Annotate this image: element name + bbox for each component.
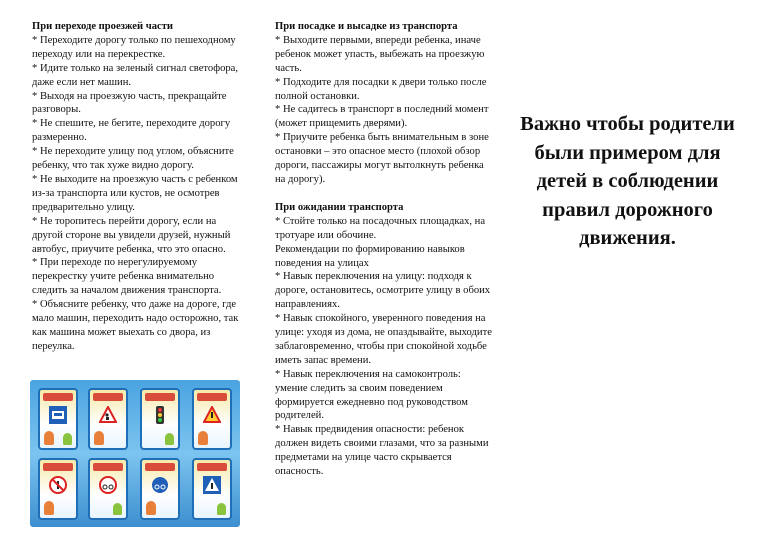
poster xyxy=(88,458,128,520)
parents-example-statement: Важно чтобы родители были примером для детей в соблюдении правил дорожного движения. xyxy=(520,113,735,249)
children-warning-sign-icon xyxy=(99,406,117,424)
no-pedestrians-sign-icon xyxy=(49,476,67,494)
child-figure xyxy=(146,501,156,515)
left-column xyxy=(32,20,244,354)
crosswalk-sign-icon xyxy=(203,476,221,494)
road-safety-posters-image xyxy=(30,380,240,527)
skill-item: * Навык предвидения опасности: ребенок должен видеть своими глазами, что за разными предметами на улице часто скрывается опасность. xyxy=(275,424,489,478)
section-spacer xyxy=(275,187,495,201)
bicycle-path-sign-icon xyxy=(151,476,169,494)
poster xyxy=(38,388,78,450)
poster xyxy=(192,388,232,450)
poster-title-bar xyxy=(197,463,227,471)
skill-item: * Навык переключения на самоконтроль: умение следить за своим поведением формируется ежедневно под руководством родителей. xyxy=(275,368,468,422)
waiting-heading: При ожидании транспорта xyxy=(275,201,404,213)
child-figure xyxy=(94,431,104,445)
child-figure xyxy=(198,431,208,445)
child-figure xyxy=(165,433,174,445)
poster xyxy=(38,458,78,520)
boarding-rule: * Приучите ребенка быть внимательным в зоне остановки – это опасное место (плохой обзор дороги, пассажиры могут вытолкнуть ребенка на дорогу). xyxy=(275,132,489,185)
child-figure xyxy=(44,501,54,515)
crossing-rule: * Идите только на зеленый сигнал светофора, даже если нет машин. xyxy=(32,62,239,88)
skill-item: * Навык переключения на улицу: подходя к дороге, остановитесь, осмотрите улицу в обоих направлениях. xyxy=(275,271,491,311)
boarding-heading: При посадке и высадке из транспорта xyxy=(275,21,458,32)
crossing-rule: * Переходите дорогу только по пешеходному переходу или на перекрестке. xyxy=(32,34,236,60)
child-figure xyxy=(63,433,72,445)
traffic-light-icon xyxy=(151,406,169,424)
poster-title-bar xyxy=(93,393,123,401)
crossing-heading: При переходе проезжей части xyxy=(32,21,174,32)
pedestrian-crossing-sign-icon xyxy=(203,406,221,424)
crossing-rule: * Не выходите на проезжую часть с ребенком из-за транспорта или кустов, не осмотрев предварительно улицу. xyxy=(32,173,238,213)
poster-title-bar xyxy=(145,463,175,471)
waiting-rule: * Стойте только на посадочных площадках, на тротуаре или обочине. xyxy=(275,215,486,241)
crossing-rule: * Объясните ребенку, что даже на дороге, где мало машин, переходить надо осторожно, так как машина может выехать со двора, из переулка. xyxy=(32,299,239,352)
boarding-rule: * Выходите первыми, впереди ребенка, иначе ребенок может упасть, выбежать на проезжую часть. xyxy=(275,34,485,74)
child-figure xyxy=(217,503,226,515)
middle-column xyxy=(275,20,495,479)
poster-title-bar xyxy=(43,393,73,401)
skill-item: * Навык спокойного, уверенного поведения на улице: уходя из дома, не опаздывайте, выходите заблаговременно, чтобы при спокойной ходьбе иметь запас времени. xyxy=(275,313,492,366)
poster xyxy=(192,458,232,520)
crossing-rule: * Не переходите улицу под углом, объясните ребенку, что так хуже видно дорогу. xyxy=(32,146,234,172)
poster xyxy=(88,388,128,450)
child-figure xyxy=(113,503,122,515)
boarding-rule: * Не садитесь в транспорт в последний момент (может прищемить дверями). xyxy=(275,104,489,130)
child-figure xyxy=(44,431,54,445)
bus-stop-sign-icon xyxy=(49,406,67,424)
no-bicycles-sign-icon xyxy=(99,476,117,494)
poster-title-bar xyxy=(93,463,123,471)
crossing-rule: * Не спешите, не бегите, переходите дорогу размеренно. xyxy=(32,118,231,144)
poster xyxy=(140,388,180,450)
crossing-rule: * При переходе по нерегулируемому перекрестку учите ребенка внимательно следить за началом движения транспорта. xyxy=(32,257,222,297)
crossing-rule: * Не торопитесь перейти дорогу, если на другой стороне вы увидели друзей, нужный автобус, приучите ребенка, что это опасно. xyxy=(32,215,231,255)
poster-title-bar xyxy=(43,463,73,471)
poster xyxy=(140,458,180,520)
crossing-rule: * Выходя на проезжую часть, прекращайте разговоры. xyxy=(32,90,227,116)
poster-title-bar xyxy=(145,393,175,401)
recommendations-title: Рекомендации по формированию навыков поведения на улицах xyxy=(275,243,465,269)
boarding-rule: * Подходите для посадки к двери только после полной остановки. xyxy=(275,76,487,102)
poster-title-bar xyxy=(197,393,227,401)
